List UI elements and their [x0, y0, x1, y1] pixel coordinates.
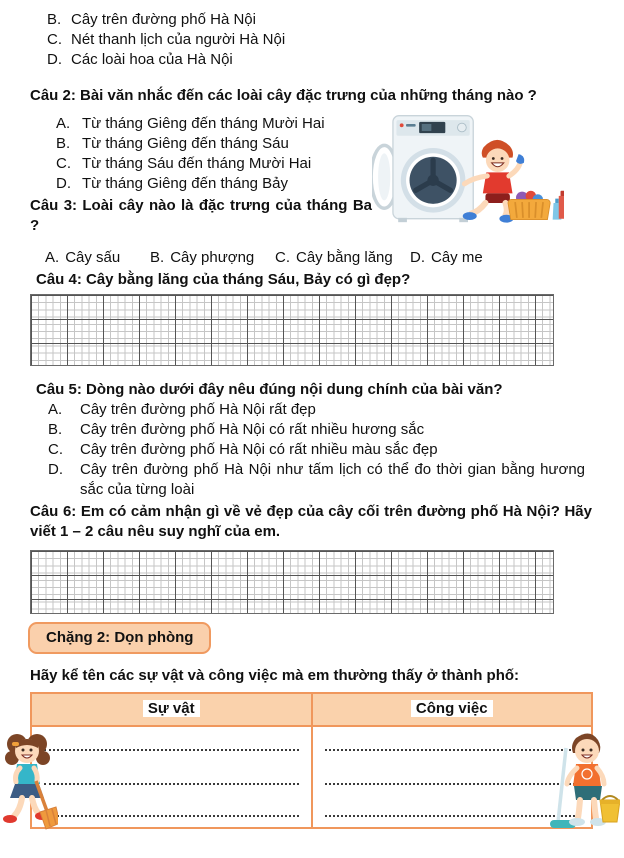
option-text: Cây trên đường phố Hà Nội như tấm lịch có thể đo thời gian bằng hương sắc của từng loài — [80, 461, 585, 498]
table-header-cell — [32, 694, 313, 725]
instruction-text: Hãy kể tên các sự vật và công việc mà em thường thấy ở thành phố: — [30, 667, 520, 684]
option-label: A. — [56, 115, 71, 132]
laundry-basket-icon — [508, 191, 550, 220]
table-header-row — [32, 694, 591, 727]
table-header-label: Công việc — [411, 700, 493, 717]
detergent-bottles-icon — [553, 191, 564, 220]
option-label: C. — [47, 31, 62, 48]
answer-option — [275, 248, 410, 268]
girl-sweeping-illustration — [0, 726, 58, 844]
q5-options — [0, 400, 624, 500]
option-label: C. — [56, 155, 71, 172]
q3-options — [45, 248, 624, 268]
question-6-title: Câu 6: Em có cảm nhận gì về vẻ đẹp của cây cối trên đường phố Hà Nội? Hãy viết 1 – 2 câu nêu suy nghĩ của em. — [30, 503, 592, 540]
dotted-answer-line[interactable] — [44, 785, 299, 817]
option-label: A. — [45, 249, 60, 266]
option-text: Cây trên đường phố Hà Nội — [71, 11, 256, 28]
option-label: A. — [48, 401, 63, 418]
answer-option — [410, 248, 483, 268]
answer-option — [47, 30, 624, 50]
option-label: B. — [48, 421, 63, 438]
question-5-title: Câu 5: Dòng nào dưới đây nêu đúng nội dung chính của bài văn? — [36, 381, 503, 398]
option-text: Từ tháng Giêng đến tháng Sáu — [82, 135, 289, 152]
question-2-title: Câu 2: Bài văn nhắc đến các loài cây đặc trưng của những tháng nào ? — [30, 87, 537, 104]
answer-option — [150, 248, 275, 268]
option-label: D. — [410, 249, 425, 266]
dotted-answer-line[interactable] — [44, 751, 299, 785]
q1-options — [0, 0, 624, 70]
option-label: B. — [56, 135, 71, 152]
option-text: Cây trên đường phố Hà Nội rất đẹp — [80, 401, 316, 418]
boy-mop-bucket-icon — [550, 726, 620, 838]
option-text: Cây sấu — [65, 249, 121, 266]
answer-option — [48, 440, 624, 460]
option-label: B. — [47, 11, 62, 28]
washing-machine-illustration — [372, 112, 564, 238]
dotted-answer-line[interactable] — [325, 751, 580, 785]
option-text: Từ tháng Giêng đến tháng Mười Hai — [82, 115, 325, 132]
dotted-answer-line[interactable] — [44, 727, 299, 751]
option-text: Cây bằng lăng — [296, 249, 393, 266]
option-text: Từ tháng Giêng đến tháng Bảy — [82, 175, 289, 192]
option-label: D. — [48, 461, 63, 478]
table-column-things — [32, 727, 313, 827]
dotted-answer-line[interactable] — [325, 785, 580, 817]
option-label: B. — [150, 249, 165, 266]
option-text: Cây phượng — [170, 249, 255, 266]
question-4-title: Câu 4: Cây bằng lăng của tháng Sáu, Bảy có gì đẹp? — [36, 271, 411, 288]
option-text: Các loài hoa của Hà Nội — [71, 51, 233, 68]
section-badge: Chặng 2: Dọn phòng — [28, 622, 211, 654]
answer-option — [45, 248, 150, 268]
option-text: Từ tháng Sáu đến tháng Mười Hai — [82, 155, 312, 172]
option-label: C. — [48, 441, 63, 458]
option-label: C. — [275, 249, 290, 266]
table-body — [32, 727, 591, 827]
answer-option — [47, 10, 624, 30]
table-header-cell — [313, 694, 592, 725]
option-text: Cây me — [431, 249, 483, 266]
option-label: D. — [56, 175, 71, 192]
answer-writing-grid-q4[interactable] — [30, 294, 554, 366]
answer-option — [48, 420, 624, 440]
option-text: Cây trên đường phố Hà Nội có rất nhiều hương sắc — [80, 421, 425, 438]
answers-table — [30, 692, 593, 829]
table-header-label: Sự vật — [143, 700, 200, 717]
option-text: Nét thanh lịch của người Hà Nội — [71, 31, 286, 48]
answer-option — [48, 400, 624, 420]
dotted-answer-line[interactable] — [325, 727, 580, 751]
answer-option — [48, 460, 624, 500]
answer-writing-grid-q6[interactable] — [30, 550, 554, 614]
answer-option — [47, 50, 624, 70]
boy-mopping-illustration — [550, 726, 620, 844]
option-text: Cây trên đường phố Hà Nội có rất nhiều màu sắc đẹp — [80, 441, 438, 458]
option-label: D. — [47, 51, 62, 68]
question-3-title: Câu 3: Loài cây nào là đặc trưng của tháng Ba ? — [30, 197, 372, 234]
girl-sweeping-icon — [0, 726, 58, 838]
laundry-scene-icon — [372, 112, 564, 232]
